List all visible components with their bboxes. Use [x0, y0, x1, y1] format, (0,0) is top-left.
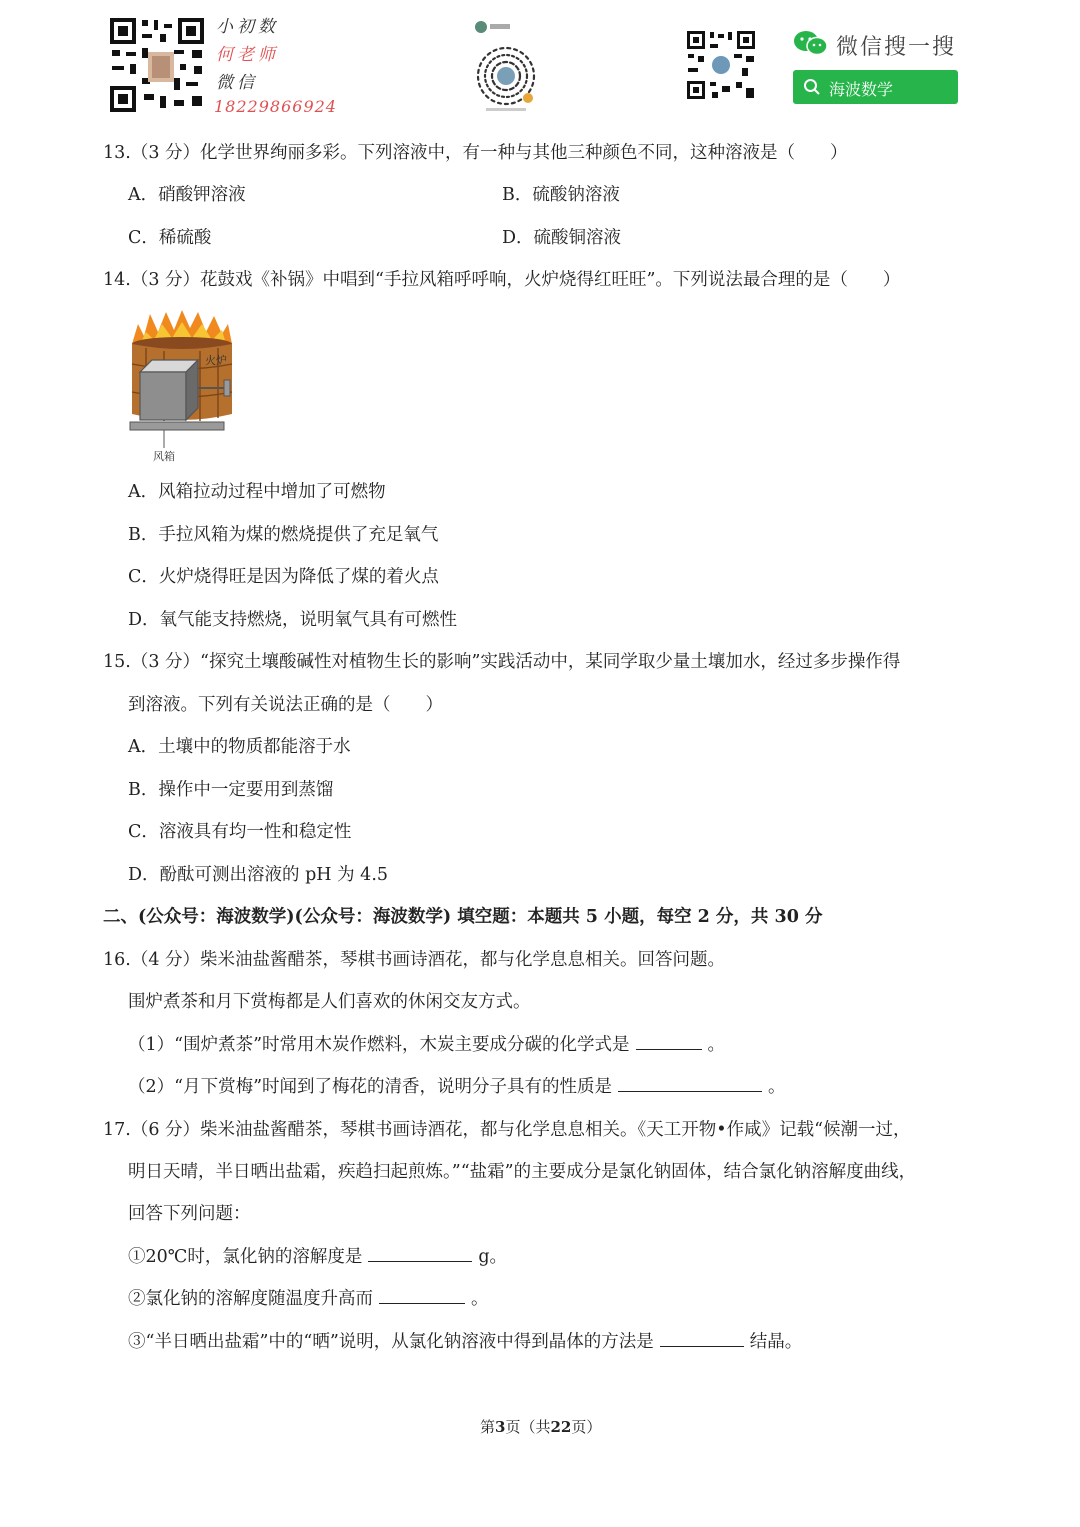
q17-sub-2-end: 。	[471, 1289, 489, 1309]
q16-part-1-end: 。	[707, 1035, 726, 1055]
q13-stem: 13.（3 分）化学世界绚丽多彩。下列溶液中，有一种与其他三种颜色不同，这种溶液是（ ）	[103, 143, 848, 163]
q15-option-a: A．土壤中的物质都能溶于水	[128, 737, 351, 757]
wechat-search-title: 微信搜一搜	[836, 35, 957, 60]
wechat-qr-code-icon	[686, 30, 756, 100]
q14-option-a: A．风箱拉动过程中增加了可燃物	[128, 482, 386, 502]
q16-answer-1-blank[interactable]	[636, 1032, 702, 1051]
q16-part-2-text: （2）“月下赏梅”时闻到了梅花的清香，说明分子具有的性质是	[128, 1077, 613, 1097]
figure-label-bellows: 风箱	[153, 450, 175, 463]
contact-line-1: 小初数	[216, 17, 279, 37]
q15-option-d: D．酚酞可测出溶液的 pH 为 4.5	[128, 865, 389, 885]
q17-sub-3	[128, 1328, 802, 1353]
q17-answer-1-blank[interactable]	[368, 1244, 472, 1263]
q17-stem-line-3: 回答下列问题：	[128, 1204, 251, 1224]
qr-code-icon	[108, 16, 206, 114]
contact-line-3: 微信	[216, 73, 258, 93]
q16-part-2-end: 。	[768, 1077, 786, 1097]
page-footer	[480, 1416, 601, 1437]
q14-stem: 14.（3 分）花鼓戏《补锅》中唱到“手拉风箱呼呼响，火炉烧得红旺旺”。下列说法最合理的是（ ）	[103, 270, 901, 290]
figure-label-furnace: 火炉	[205, 354, 227, 367]
q13-option-c: C．稀硫酸	[128, 228, 212, 248]
section-2-heading: 二、(公众号：海波数学)(公众号：海波数学) 填空题：本题共 5 小题，每空 2 分，共 30 分	[103, 907, 823, 927]
q16-intro: 围炉煮茶和月下赏梅都是人们喜欢的休闲交友方式。	[128, 992, 531, 1012]
q16-answer-2-blank[interactable]	[618, 1074, 762, 1093]
q15-option-c: C．溶液具有均一性和稳定性	[128, 822, 352, 842]
wechat-logo-icon	[793, 29, 829, 57]
q17-sub-2	[128, 1285, 489, 1310]
footer-prefix: 第	[480, 1418, 496, 1436]
footer-total-pages: 22	[550, 1418, 572, 1436]
q14-option-b: B．手拉风箱为煤的燃烧提供了充足氧气	[128, 525, 439, 545]
q13-option-b: B．硫酸钠溶液	[502, 185, 620, 205]
q14-option-d: D．氧气能支持燃烧，说明氧气具有可燃性	[128, 610, 458, 630]
q17-answer-2-blank[interactable]	[379, 1286, 465, 1305]
q16-part-2	[128, 1073, 786, 1098]
contact-line-2: 何老师	[216, 45, 279, 65]
q17-sub-3-text: ③“半日晒出盐霜”中的“晒”说明，从氯化钠溶液中得到晶体的方法是	[128, 1332, 654, 1352]
mini-program-code-icon	[472, 18, 542, 114]
q14-option-c: C．火炉烧得旺是因为降低了煤的着火点	[128, 567, 439, 587]
footer-suffix: 页）	[571, 1418, 602, 1436]
q15-stem-line-2: 到溶液。下列有关说法正确的是（ ）	[128, 695, 443, 715]
wechat-search-label: 海波数学	[829, 80, 894, 99]
footer-page-number: 3	[495, 1418, 506, 1436]
q17-stem-line-2: 明日天晴，半日晒出盐霜，疾趋扫起煎炼。”“盐霜”的主要成分是氯化钠固体，结合氯化钠溶解度曲线，	[128, 1162, 917, 1182]
q13-option-d: D．硫酸铜溶液	[502, 228, 622, 248]
contact-phone: 18229866924	[214, 97, 337, 116]
q17-answer-3-blank[interactable]	[660, 1329, 744, 1348]
wechat-search-button[interactable]	[793, 70, 958, 104]
footer-mid: 页（共	[505, 1418, 551, 1436]
furnace-bellows-figure	[126, 306, 238, 464]
q17-sub-2-text: ②氯化钠的溶解度随温度升高而	[128, 1289, 373, 1309]
search-icon	[803, 78, 821, 96]
q15-option-b: B．操作中一定要用到蒸馏	[128, 780, 334, 800]
q17-sub-3-end: 结晶。	[749, 1332, 803, 1352]
q15-stem-line-1: 15.（3 分）“探究土壤酸碱性对植物生长的影响”实践活动中，某同学取少量土壤加水，经过多步操作得	[103, 652, 901, 672]
q17-stem-line-1: 17.（6 分）柴米油盐酱醋茶，琴棋书画诗酒花，都与化学息息相关。《天工开物•作咸》记载“候潮一过，	[103, 1120, 911, 1140]
q13-option-a: A．硝酸钾溶液	[128, 185, 246, 205]
q17-sub-1	[128, 1243, 507, 1268]
q17-sub-1-text: ①20℃时，氯化钠的溶解度是	[128, 1247, 363, 1267]
q16-stem: 16.（4 分）柴米油盐酱醋茶，琴棋书画诗酒花，都与化学息息相关。回答问题。	[103, 950, 726, 970]
q16-part-1	[128, 1031, 725, 1056]
q17-sub-1-end: g。	[478, 1247, 508, 1267]
q16-part-1-text: （1）“围炉煮茶”时常用木炭作燃料，木炭主要成分碳的化学式是	[128, 1035, 630, 1055]
